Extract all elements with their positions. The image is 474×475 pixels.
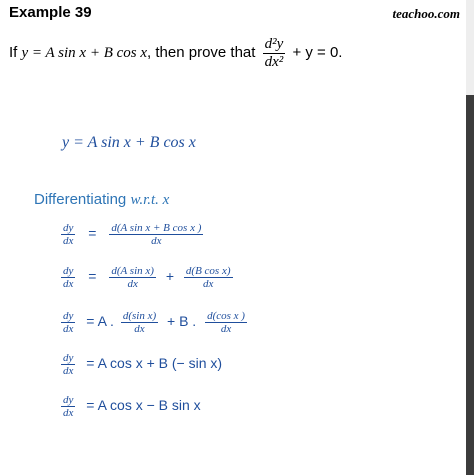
step-1-fraction	[109, 222, 203, 247]
step-3-mid: + B .	[167, 313, 197, 330]
step-1-op: =	[88, 225, 97, 242]
problem-equation: y = A sin x + B cos x	[21, 44, 148, 61]
second-derivative-denominator: dx²	[264, 53, 284, 70]
diff-text: Differentiating	[34, 191, 127, 208]
teachoo-logo: teachoo.com	[392, 6, 460, 21]
dy-dx-fraction	[61, 222, 75, 247]
second-derivative-fraction	[263, 36, 286, 70]
dy: dy	[63, 310, 74, 322]
step-3-den-2: dx	[220, 323, 232, 336]
step-3-fraction-1	[121, 310, 158, 335]
step-2-den-1: dx	[127, 278, 138, 291]
step-5-expression: = A cos x − B sin x	[86, 397, 201, 414]
dx: dx	[63, 278, 74, 291]
step-2-plus: +	[165, 268, 175, 285]
dy: dy	[63, 222, 74, 234]
step-2	[58, 265, 236, 290]
step-2-op: =	[88, 268, 97, 285]
step-2-fraction-2	[184, 265, 233, 290]
second-derivative-numerator: d²y	[264, 36, 284, 52]
step-3-den-1: dx	[134, 323, 145, 336]
dy-dx-fraction	[61, 310, 75, 335]
step-1-den: dx	[151, 235, 162, 248]
dy-dx-fraction	[61, 352, 75, 377]
problem-middle: , then prove that	[147, 43, 256, 61]
step-3	[58, 310, 250, 335]
dx: dx	[63, 235, 74, 248]
step-3-lead: = A .	[86, 313, 114, 330]
step-2-num-1: d(A sin x)	[111, 265, 154, 277]
step-1-num: d(A sin x + B cos x )	[111, 222, 202, 234]
dx: dx	[63, 323, 74, 336]
step-5	[58, 394, 201, 419]
dy: dy	[63, 265, 74, 277]
example-title: Example 39	[9, 4, 92, 21]
dy: dy	[63, 352, 74, 364]
dx: dx	[63, 365, 74, 378]
dy: dy	[63, 394, 74, 406]
given-equation: y = A sin x + B cos x	[62, 134, 196, 151]
step-1	[58, 222, 206, 247]
dy-dx-fraction	[61, 265, 75, 290]
step-3-fraction-2	[205, 310, 247, 335]
scrollbar-track[interactable]	[466, 0, 474, 474]
step-3-num-1: d(sin x)	[122, 310, 157, 322]
dx: dx	[63, 407, 74, 420]
differentiating-label	[34, 191, 169, 209]
problem-prefix: If	[9, 43, 18, 61]
wrt-text: w.r.t. x	[130, 192, 170, 208]
step-2-fraction-1	[109, 265, 156, 290]
problem-statement	[9, 36, 342, 70]
dy-dx-fraction	[61, 394, 75, 419]
problem-suffix: + y = 0.	[292, 43, 343, 61]
step-2-num-2: d(B cos x)	[185, 265, 231, 277]
step-4-expression: = A cos x + B (− sin x)	[86, 355, 223, 372]
step-4	[58, 352, 222, 377]
step-2-den-2: dx	[203, 278, 214, 291]
step-3-num-2: d(cos x )	[207, 310, 245, 322]
scrollbar-thumb[interactable]	[466, 95, 474, 475]
